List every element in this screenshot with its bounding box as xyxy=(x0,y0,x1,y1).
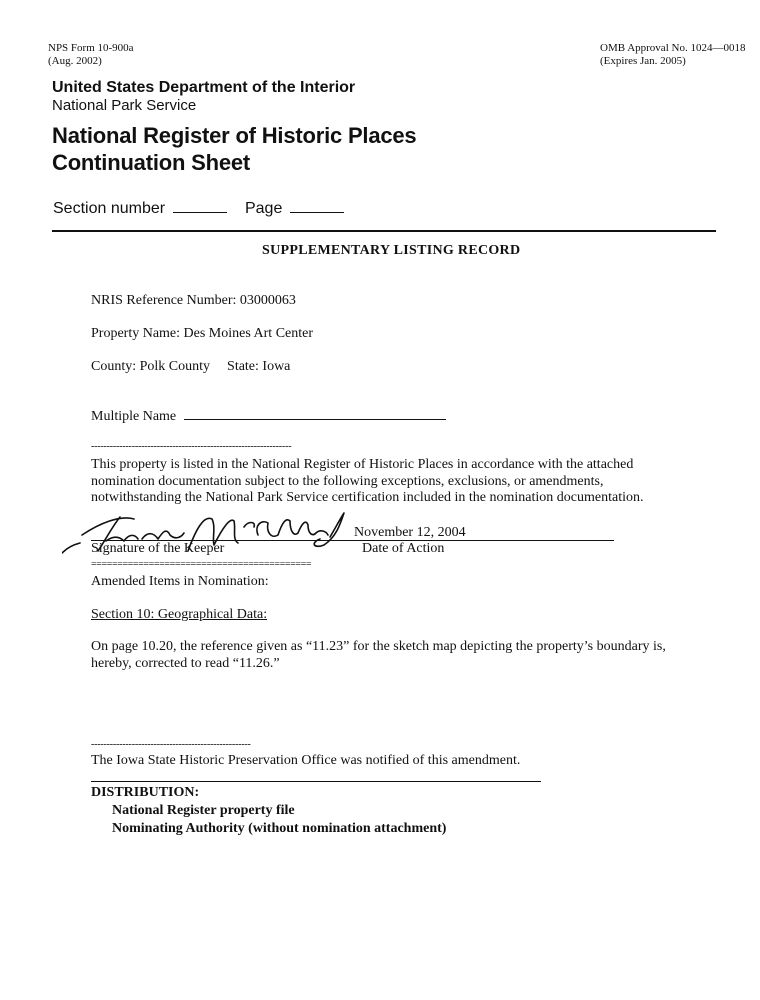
section-10-heading: Section 10: Geographical Data: xyxy=(91,607,268,622)
record-heading: SUPPLEMENTARY LISTING RECORD xyxy=(262,243,521,258)
property-name: Property Name: Des Moines Art Center xyxy=(91,326,314,341)
title-line-1: National Register of Historic Places xyxy=(52,123,417,148)
service-name: National Park Service xyxy=(52,97,197,114)
signature-label: Signature of the Keeper xyxy=(91,541,225,556)
amended-items-label: Amended Items in Nomination: xyxy=(91,574,269,589)
action-date: November 12, 2004 xyxy=(354,525,466,540)
county: County: Polk County xyxy=(91,359,211,374)
state: State: Iowa xyxy=(227,359,291,374)
omb-approval xyxy=(600,42,745,68)
multiple-name-blank xyxy=(184,419,446,420)
section-page-line xyxy=(53,200,344,218)
multiple-name-label: Multiple Name xyxy=(91,409,177,424)
form-id xyxy=(48,42,134,68)
listing-statement: This property is listed in the National Register of Historic Places in accordance with the attached nomination documentation subject to the following exceptions, exclusions, or amendments, notwithstanding the National Park Service certification included in the nomination documentation. xyxy=(91,457,644,505)
department-name: United States Department of the Interior xyxy=(52,79,356,96)
nris-reference: NRIS Reference Number: 03000063 xyxy=(91,293,296,308)
date-of-action-label: Date of Action xyxy=(362,541,445,556)
separator-equals: ========================================== xyxy=(91,559,312,570)
shpo-notified: The Iowa State Historic Preservation Office was notified of this amendment. xyxy=(91,753,521,768)
header-rule xyxy=(52,230,716,232)
omb-expiration: (Expires Jan. 2005) xyxy=(600,55,686,67)
separator-dashes-1: ---------------------------------------------------------------- xyxy=(91,441,292,452)
title-line-2: Continuation Sheet xyxy=(52,150,251,175)
distribution-label: DISTRIBUTION: xyxy=(91,785,200,800)
form-date: (Aug. 2002) xyxy=(48,55,102,67)
correction-note: On page 10.20, the reference given as “11.23” for the sketch map depicting the property’s boundary is, hereby, corrected to read “11.26.” xyxy=(91,639,666,671)
page-title xyxy=(52,122,416,176)
county-state-line xyxy=(91,358,290,375)
distribution-item: National Register property file xyxy=(112,803,295,818)
distribution-item: Nominating Authority (without nomination attachment) xyxy=(112,821,447,836)
agency-header xyxy=(52,79,355,114)
section-number-blank xyxy=(173,212,227,213)
distribution-rule xyxy=(91,781,541,782)
section-number-label: Section number xyxy=(53,200,166,217)
multiple-name xyxy=(91,408,446,425)
separator-dashes-2: --------------------------------------------------- xyxy=(91,739,251,750)
form-number: NPS Form 10-900a xyxy=(48,42,134,54)
omb-number: OMB Approval No. 1024—0018 xyxy=(600,42,746,54)
page-label: Page xyxy=(244,200,283,217)
page-number-blank xyxy=(290,212,344,213)
